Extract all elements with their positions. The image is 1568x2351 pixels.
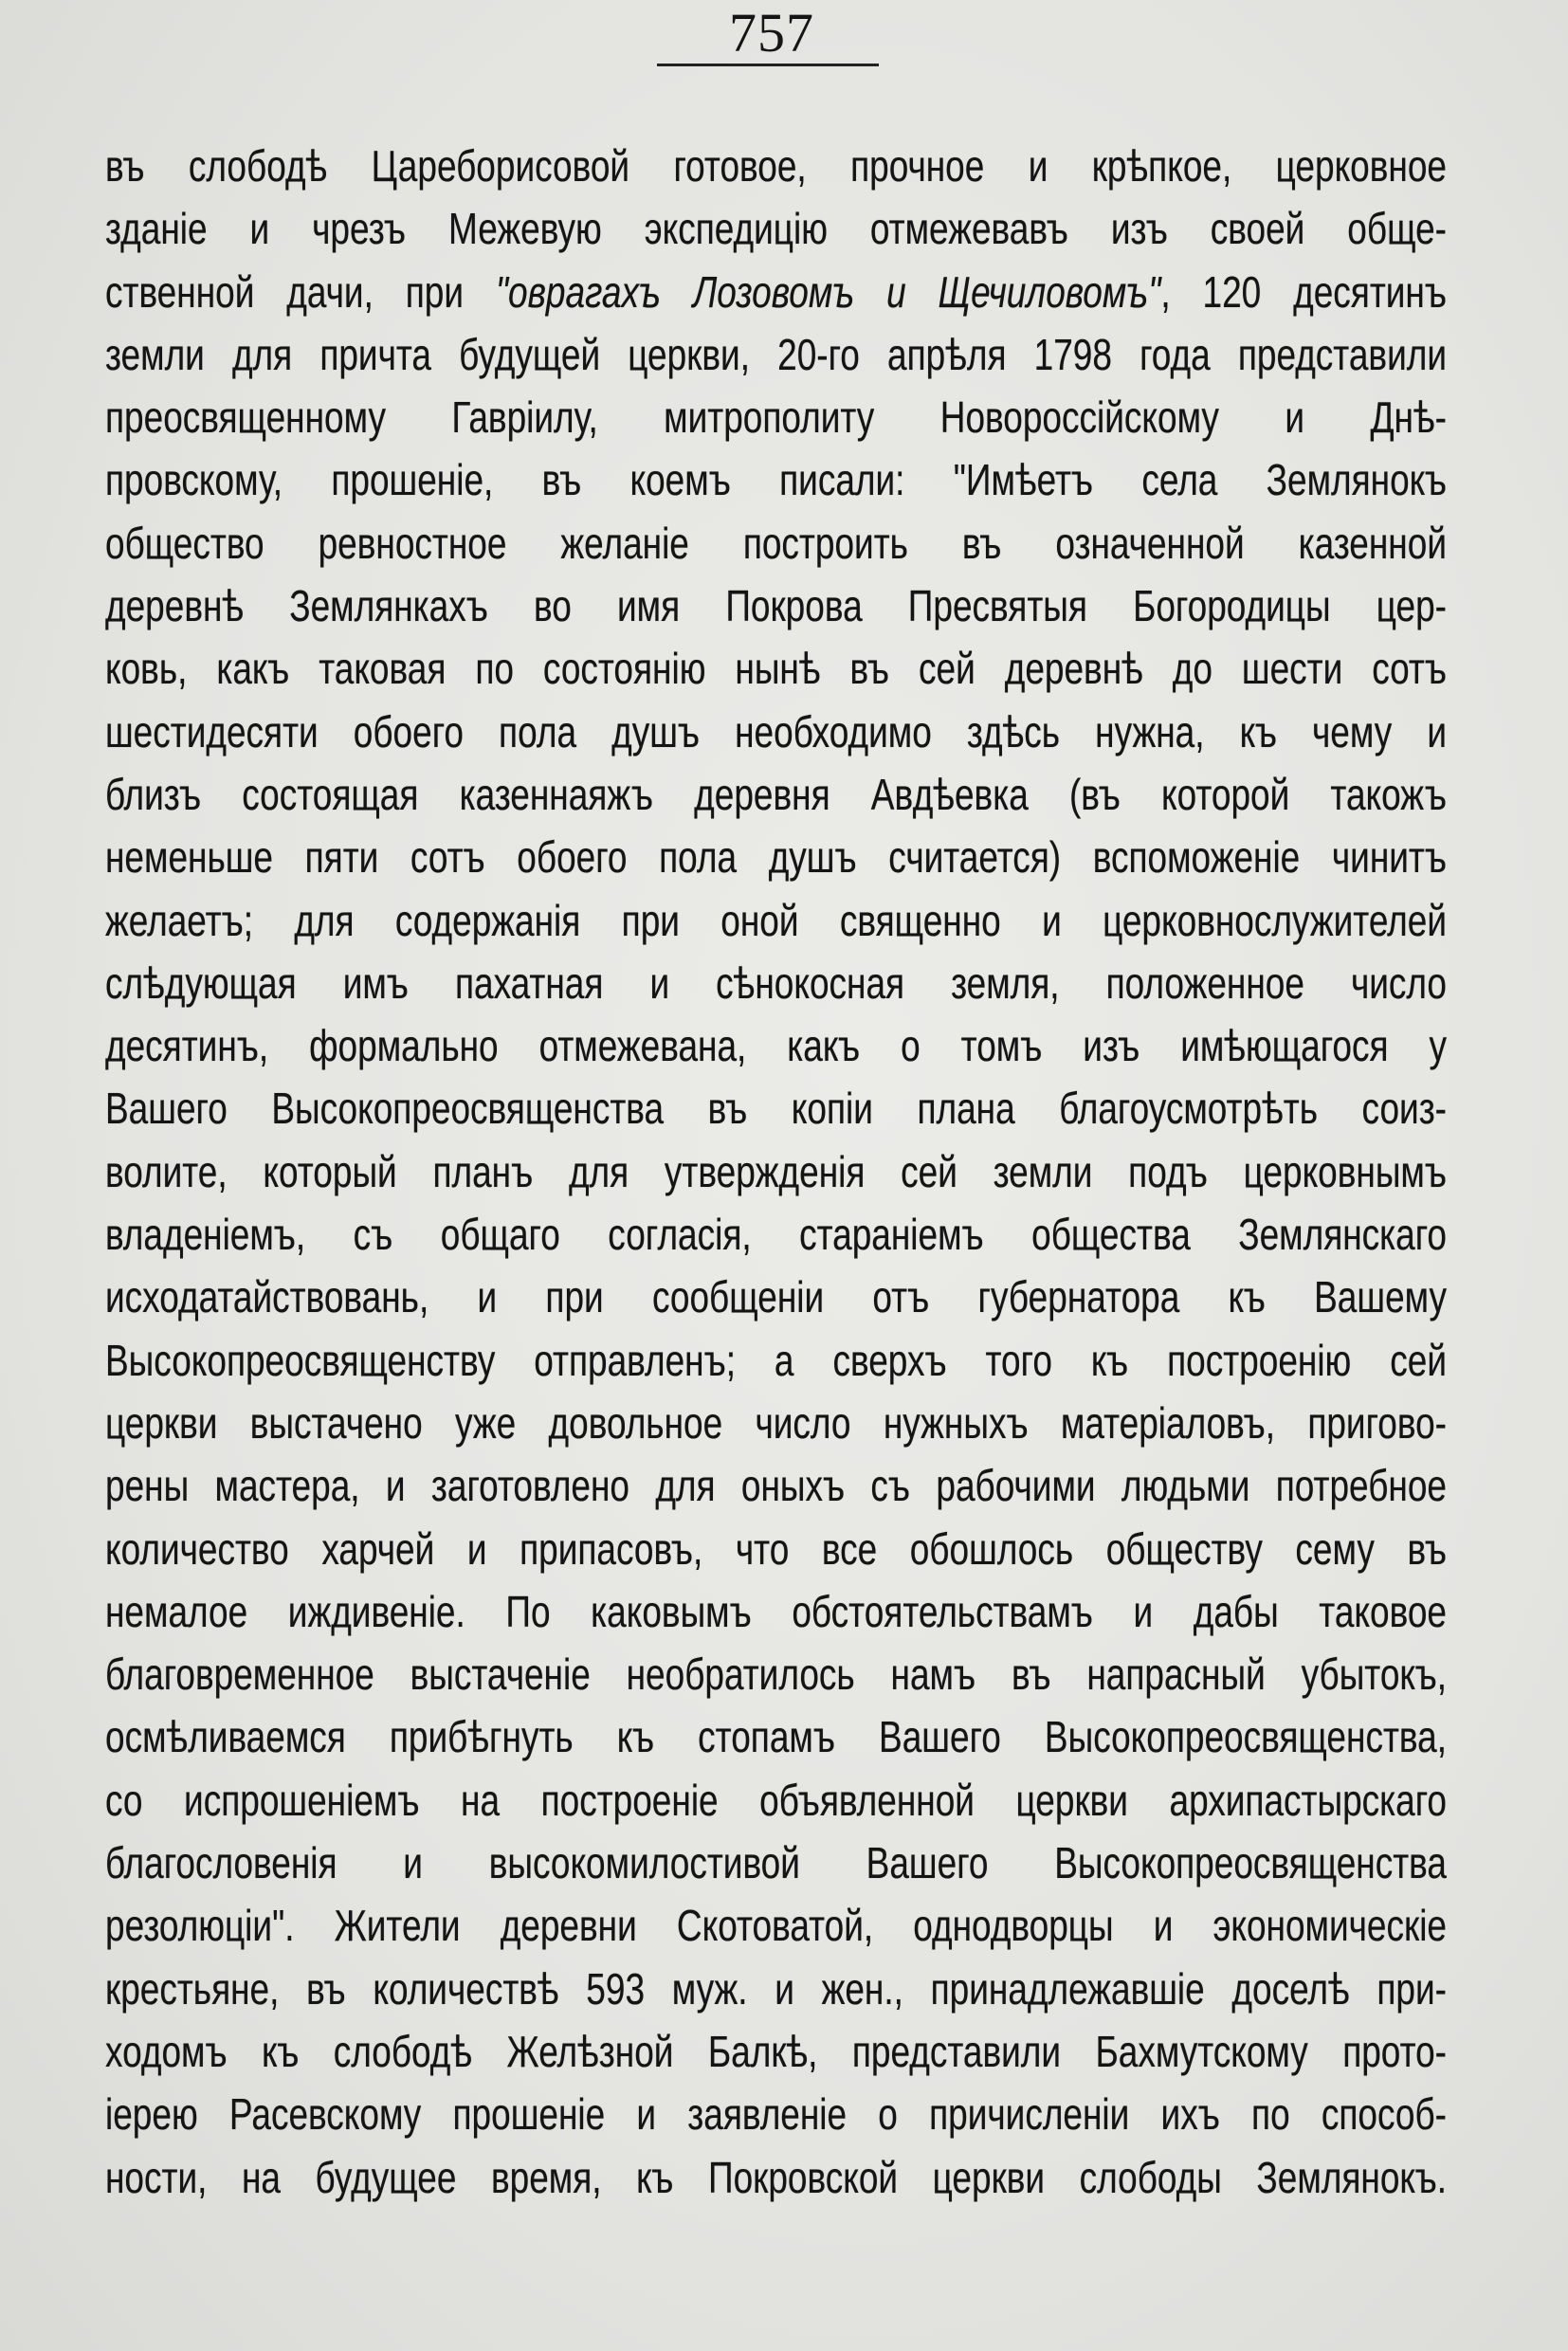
body-text bbox=[105, 136, 1447, 2210]
text-line: Вашего Высокопреосвященства въ копіи плана благоусмотрѣть соиз- bbox=[105, 1084, 1447, 1134]
text-line: земли для причта будущей церкви, 20-го апрѣля 1798 года представили bbox=[105, 330, 1447, 379]
text-line: общество ревностное желаніе построить въ означенной казенной bbox=[105, 519, 1447, 568]
text-line: іерею Расевскому прошеніе и заявленіе о причисленіи ихъ по способ- bbox=[105, 2089, 1447, 2140]
text-line: десятинъ, формально отмежевана, какъ о томъ изъ имѣющагося у bbox=[105, 1021, 1447, 1071]
page-number: 757 bbox=[729, 2, 814, 64]
text-line: ковь, какъ таковая по состоянію нынѣ въ сей деревнѣ до шести сотъ bbox=[105, 645, 1447, 694]
text-line: желаетъ; для содержанія при оной священно и церковнослужителей bbox=[105, 896, 1447, 945]
page-number-rule bbox=[657, 64, 879, 66]
text-line: шестидесяти обоего пола душъ необходимо здѣсь нужна, къ чему и bbox=[105, 707, 1447, 756]
text-line: ности, на будущее время, къ Покровской церкви слободы Землянокъ. bbox=[105, 2153, 1447, 2202]
italic-place-name: "оврагахъ Лозовомъ и Щечиловомъ" bbox=[495, 267, 1161, 317]
text-line: деревнѣ Землянкахъ во имя Покрова Пресвятыя Богородицы цер- bbox=[105, 581, 1447, 631]
text-line: благословенія и высокомилостивой Вашего Высокопреосвященства bbox=[105, 1838, 1447, 1887]
text-line: крестьяне, въ количествѣ 593 муж. и жен., принадлежавшіе доселѣ при- bbox=[105, 1964, 1447, 2014]
text-line: количество харчей и припасовъ, что все обошлось обществу сему въ bbox=[105, 1524, 1447, 1574]
text-line: церкви выстачено уже довольное число нужныхъ матеріаловъ, пригово- bbox=[105, 1398, 1447, 1448]
page-header bbox=[658, 2, 885, 64]
text-line: благовременное выстаченіе необратилось намъ въ напрасный убытокъ, bbox=[105, 1649, 1447, 1700]
text-line: ходомъ къ слободѣ Желѣзной Балкѣ, представили Бахмутскому прото- bbox=[105, 2027, 1447, 2076]
text-line: волите, который планъ для утвержденія сей земли подъ церковнымъ bbox=[105, 1147, 1447, 1196]
text-line: Высокопреосвященству отправленъ; а сверхъ того къ построенію сей bbox=[105, 1336, 1447, 1385]
text-line: исходатайствовань, и при сообщеніи отъ губернатора къ Вашему bbox=[105, 1273, 1447, 1322]
text-line: владеніемъ, съ общаго согласія, стараніемъ общества Землянскаго bbox=[105, 1210, 1447, 1260]
text-line: немалое иждивеніе. По каковымъ обстоятельствамъ и дабы таковое bbox=[105, 1587, 1447, 1636]
text-line: осмѣливаемся прибѣгнуть къ стопамъ Вашего Высокопреосвященства, bbox=[105, 1713, 1447, 1762]
text-line: въ слободѣ Цареборисовой готовое, прочное и крѣпкое, церковное bbox=[105, 141, 1447, 191]
text-line: преосвященному Гавріилу, митрополиту Новороссійскому и Днѣ- bbox=[105, 392, 1447, 443]
text-line: резолюціи". Жители деревни Скотоватой, однодворцы и экономическіе bbox=[105, 1902, 1447, 1951]
text-line: рены мастера, и заготовлено для оныхъ съ рабочими людьми потребное bbox=[105, 1461, 1447, 1511]
text-segment: ственной дачи, при bbox=[105, 267, 496, 317]
text-segment: , 120 десятинъ bbox=[1160, 267, 1447, 317]
text-line: провскому, прошеніе, въ коемъ писали: "Имѣетъ села Землянокъ bbox=[105, 456, 1447, 505]
text-line: неменьше пяти сотъ обоего пола душъ считается) вспоможеніе чинитъ bbox=[105, 832, 1447, 883]
text-line: слѣдующая имъ пахатная и сѣнокосная земля, положенное число bbox=[105, 958, 1447, 1008]
text-line: близъ состоящая казеннаяжъ деревня Авдѣевка (въ которой такожъ bbox=[105, 770, 1447, 819]
text-line: со испрошеніемъ на построеніе объявленной церкви архипастырскаго bbox=[105, 1776, 1447, 1825]
text-line: зданіе и чрезъ Межевую экспедицію отмежевавъ изъ своей обще- bbox=[105, 205, 1447, 254]
